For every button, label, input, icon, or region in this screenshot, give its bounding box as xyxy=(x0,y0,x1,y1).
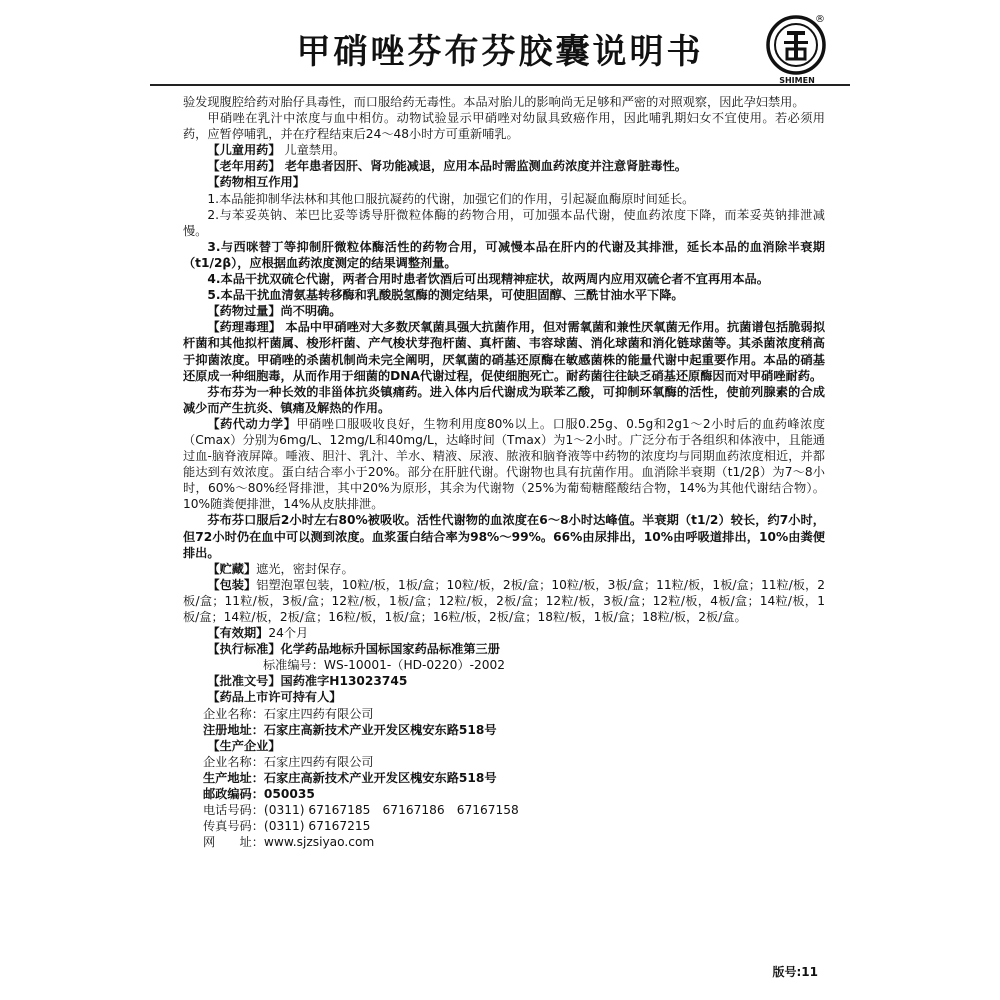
section-label: 【贮藏】 xyxy=(207,561,257,576)
section-text: 铝塑泡罩包装，10粒/板，1板/盒；10粒/板，2板/盒；10粒/板，3板/盒；11粒/板，1板/盒；11粒/板，2板/盒；11粒/板，3板/盒；12粒/板，1板/盒；12粒/板，2板/盒；12粒/板，3板/盒；12粒/板，4板/盒；14粒/板，1板/盒；14粒/板，2板/盒；16粒/板，1板/盒；16粒/板，2板/盒；18粒/板，1板/盒；18粒/板，2板/盒。 xyxy=(183,577,825,624)
section-text: 化学药品地标升国标国家药品标准第三册 xyxy=(280,642,500,657)
manufacturer-zip: 邮政编码：050035 xyxy=(203,787,315,802)
section-text: 国药准字H13023745 xyxy=(280,674,408,689)
section-text: 遮光，密封保存。 xyxy=(256,561,354,576)
logo-caption: SHIMEN xyxy=(779,76,815,85)
section-label: 【药理毒理】 xyxy=(207,320,281,335)
section-text: 儿童禁用。 xyxy=(284,143,346,158)
section-validity xyxy=(183,625,825,641)
section-interactions-label: 【药物相互作用】 xyxy=(207,175,305,190)
section-pharmacokinetics xyxy=(183,416,825,513)
section-label: 【包装】 xyxy=(207,577,257,592)
section-text: 老年患者因肝、肾功能减退，应用本品时需监测血药浓度并注意肾脏毒性。 xyxy=(284,159,687,174)
version-number: 版号:11 xyxy=(772,965,818,979)
manufacturer-address: 生产地址：石家庄高新技术产业开发区槐安东路518号 xyxy=(203,770,497,785)
paragraph-pregnancy: 验发现腹腔给药对胎仔具毒性，而口服给药无毒性。本品对胎儿的影响尚无足够和严密的对照观察，因此孕妇禁用。 xyxy=(183,95,805,109)
manufacturer-phone: 电话号码：(0311) 67167185 67167186 67167158 xyxy=(203,803,519,818)
interaction-item: 5.本品干扰血清氨基转移酶和乳酸脱氢酶的测定结果，可使胆固醇、三酰甘油水平下降。 xyxy=(207,288,684,303)
section-package xyxy=(183,577,825,625)
document-body xyxy=(183,94,825,850)
paragraph-fenbufen-pharmacokinetics: 芬布芬口服后2小时左右80%被吸收。活性代谢物的血浓度在6～8小时达峰值。半衰期（t1/2）较长，约7小时，但72小时仍在血中可以测到浓度。血浆蛋白结合率为98%～99%。66%由尿排出，10%由呼吸道排出，10%由粪便排出。 xyxy=(183,513,825,560)
standard-number: 标准编号：WS-10001-（HD-0220）-2002 xyxy=(263,658,506,673)
interaction-item: 4.本品干扰双硫仑代谢，两者合用时患者饮酒后可出现精神症状，故两周内应用双硫仑者不宜再用本品。 xyxy=(207,272,769,287)
section-text: 本品中甲硝唑对大多数厌氧菌具强大抗菌作用，但对需氧菌和兼性厌氧菌无作用。抗菌谱包括脆弱拟杆菌和其他拟杆菌属、梭形杆菌、产气梭状芽孢杆菌、真杆菌、韦容球菌、消化球菌和消化链球菌等。其杀菌浓度稍高于抑菌浓度。甲硝唑的杀菌机制尚未完全阐明，厌氧菌的硝基还原酶在敏感菌株的能量代谢中起重要作用。本品的硝基还原成一种细胞毒，从而作用于细菌的DNA代谢过程，促使细胞死亡。耐药菌往往缺乏硝基还原酶因而对甲硝唑耐药。 xyxy=(183,320,826,383)
section-standard xyxy=(183,641,825,657)
section-children xyxy=(183,142,825,158)
paragraph-fenbufen-pharmacology: 芬布芬为一种长效的非甾体抗炎镇痛药。进入体内后代谢成为联苯乙酸，可抑制环氧酶的活性，使前列腺素的合成减少而产生抗炎、镇痛及解热的作用。 xyxy=(183,384,825,415)
section-storage xyxy=(183,561,825,577)
holder-name: 企业名称：石家庄四药有限公司 xyxy=(203,706,374,721)
section-label: 【老年用药】 xyxy=(207,159,281,174)
interaction-item: 3.与西咪替丁等抑制肝微粒体酶活性的药物合用，可减慢本品在肝内的代谢及其排泄，延长本品的血消除半衰期（t1/2β），应根据血药浓度测定的结果调整剂量。 xyxy=(183,239,825,270)
registered-mark: ® xyxy=(815,14,825,25)
section-overdose xyxy=(183,303,825,319)
section-label: 【药代动力学】 xyxy=(207,416,297,431)
section-label: 【有效期】 xyxy=(207,626,269,641)
section-label: 【儿童用药】 xyxy=(207,143,281,158)
section-label: 【批准文号】 xyxy=(207,674,281,689)
manufacturer-website: 网 址：www.sjzsiyao.com xyxy=(203,835,375,850)
section-label: 【药物过量】 xyxy=(207,304,281,319)
interaction-item: 1.本品能抑制华法林和其他口服抗凝药的代谢，加强它们的作用，引起凝血酶原时间延长。 xyxy=(207,191,695,206)
section-holder-label: 【药品上市许可持有人】 xyxy=(207,690,342,705)
document-header xyxy=(150,14,850,86)
section-manufacturer-label: 【生产企业】 xyxy=(207,738,281,753)
holder-address: 注册地址：石家庄高新技术产业开发区槐安东路518号 xyxy=(203,722,497,737)
section-text: 24个月 xyxy=(268,626,309,641)
paragraph-lactation: 甲硝唑在乳汁中浓度与血中相仿。动物试验显示甲硝唑对幼鼠具致癌作用，因此哺乳期妇女不宜使用。若必须用药，应暂停哺乳，并在疗程结束后24～48小时方可重新哺乳。 xyxy=(183,111,825,142)
section-pharmacology xyxy=(183,319,825,383)
manufacturer-fax: 传真号码：(0311) 67167215 xyxy=(203,819,371,834)
interaction-item: 2.与苯妥英钠、苯巴比妥等诱导肝微粒体酶的药物合用，可加强本品代谢，使血药浓度下降，而苯妥英钠排泄减慢。 xyxy=(183,207,825,238)
section-elderly xyxy=(183,158,825,174)
section-approval xyxy=(183,673,825,689)
section-text: 甲硝唑口服吸收良好，生物利用度80%以上。口服0.25g、0.5g和2g1～2小时后的血药峰浓度（Cmax）分别为6mg/L、12mg/L和40mg/L，达峰时间（Tmax）为1～2小时。广泛分布于各组织和体液中，且能通过血-脑脊液屏障。唾液、胆汁、乳汁、羊水、精液、尿液、脓液和脑脊液等中药物的浓度均与同期血药浓度相近，并都能达到有效浓度。蛋白结合率小于20%。部分在肝脏代谢。代谢物也具有抗菌作用。血消除半衰期（t1/2β）为7～8小时，60%～80%经肾排泄，其中20%为原形，其余为代谢物（25%为葡萄糖醛酸结合物，14%为其他代谢结合物）。10%随粪便排泄，14%从皮肤排泄。 xyxy=(183,416,826,512)
document-title: 甲硝唑芬布芬胶囊说明书 xyxy=(296,32,704,72)
section-text: 尚不明确。 xyxy=(280,304,342,319)
section-label: 【执行标准】 xyxy=(207,642,281,657)
manufacturer-name: 企业名称：石家庄四药有限公司 xyxy=(203,754,374,769)
